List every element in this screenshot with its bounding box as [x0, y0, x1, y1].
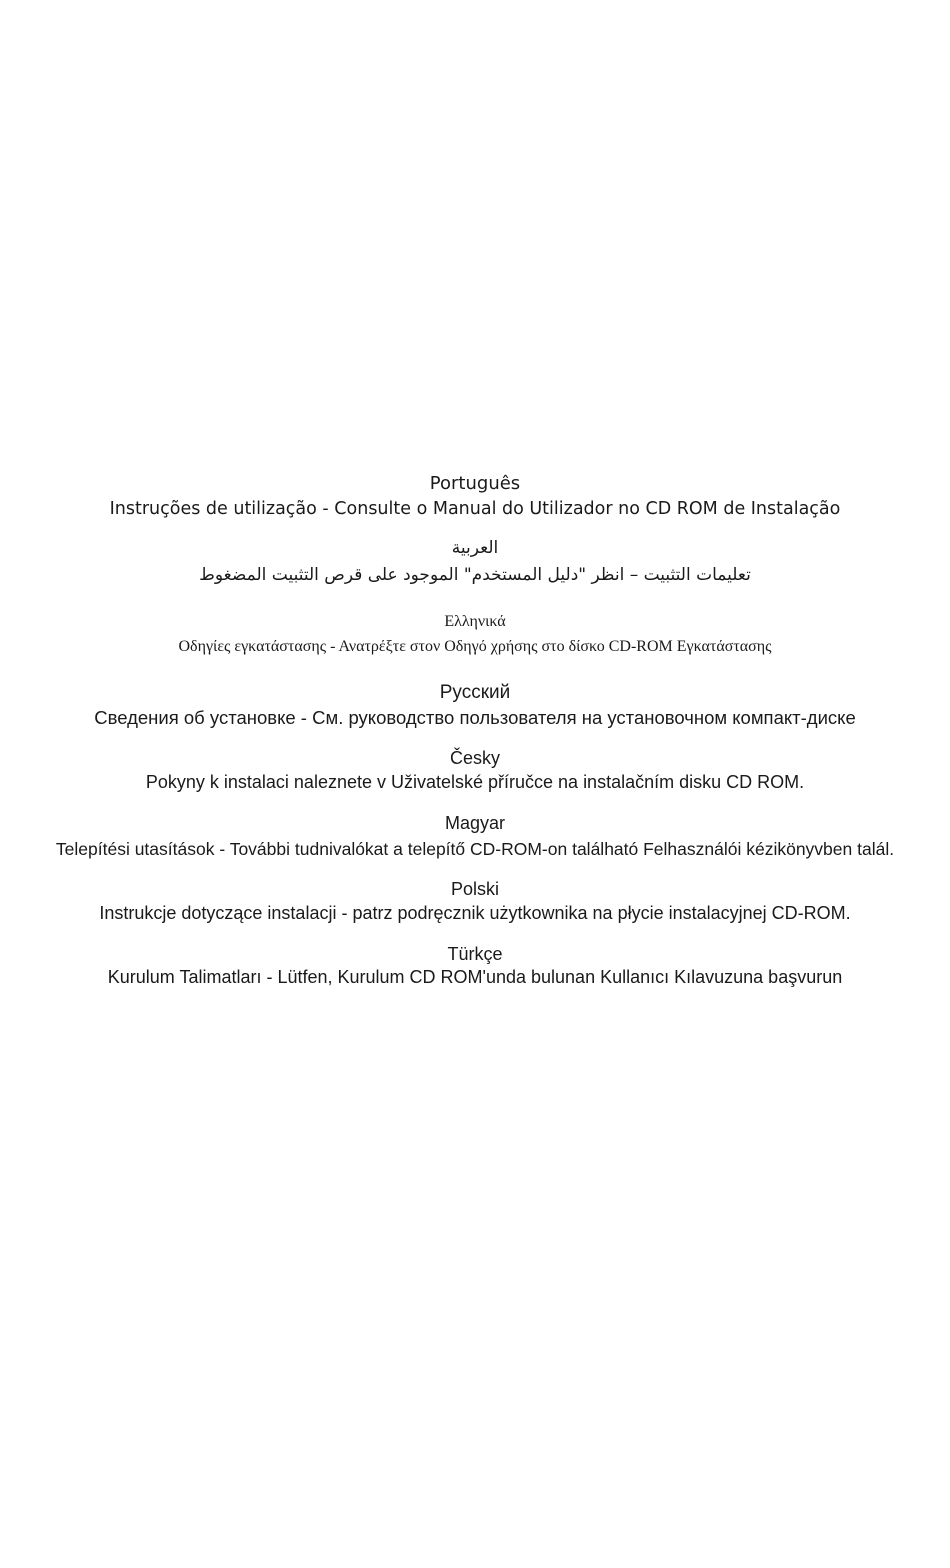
instruction-portuguese: Instruções de utilização - Consulte o Manual do Utilizador no CD ROM de Instalação: [109, 499, 841, 519]
instruction-arabic: تعليمات التثبيت – انظر "دليل المستخدم" الموجود على قرص التثبيت المضغوط: [199, 565, 751, 585]
instruction-turkish: Kurulum Talimatları - Lütfen, Kurulum CD ROM'unda bulunan Kullanıcı Kılavuzuna başvurun: [107, 967, 843, 987]
instruction-polish: Instrukcje dotyczące instalacji - patrz podręcznik użytkownika na płycie instalacyjnej CD-ROM.: [99, 903, 851, 923]
instruction-czech: Pokyny k instalaci naleznete v Uživatelské příručce na instalačním disku CD ROM.: [145, 772, 805, 792]
language-name-czech: Česky: [449, 748, 500, 768]
language-name-polish: Polski: [450, 879, 499, 899]
language-name-hungarian: Magyar: [444, 813, 506, 833]
language-name-portuguese: Português: [429, 473, 521, 494]
instruction-russian: Сведения об установке - См. руководство пользователя на установочном компакт-диске: [94, 707, 856, 728]
instruction-hungarian: Telepítési utasítások - További tudnivalókat a telepítő CD-ROM-on található Felhasználói kézikönyvben talál.: [55, 839, 895, 859]
language-name-greek: Ελληνικά: [444, 613, 506, 630]
language-name-turkish: Türkçe: [447, 944, 503, 964]
instruction-greek: Οδηγίες εγκατάστασης - Ανατρέξτε στον Οδηγό χρήσης στο δίσκο CD-ROM Εγκατάστασης: [178, 638, 772, 655]
language-name-russian: Русский: [439, 682, 511, 703]
language-name-arabic: العربية: [451, 538, 499, 558]
